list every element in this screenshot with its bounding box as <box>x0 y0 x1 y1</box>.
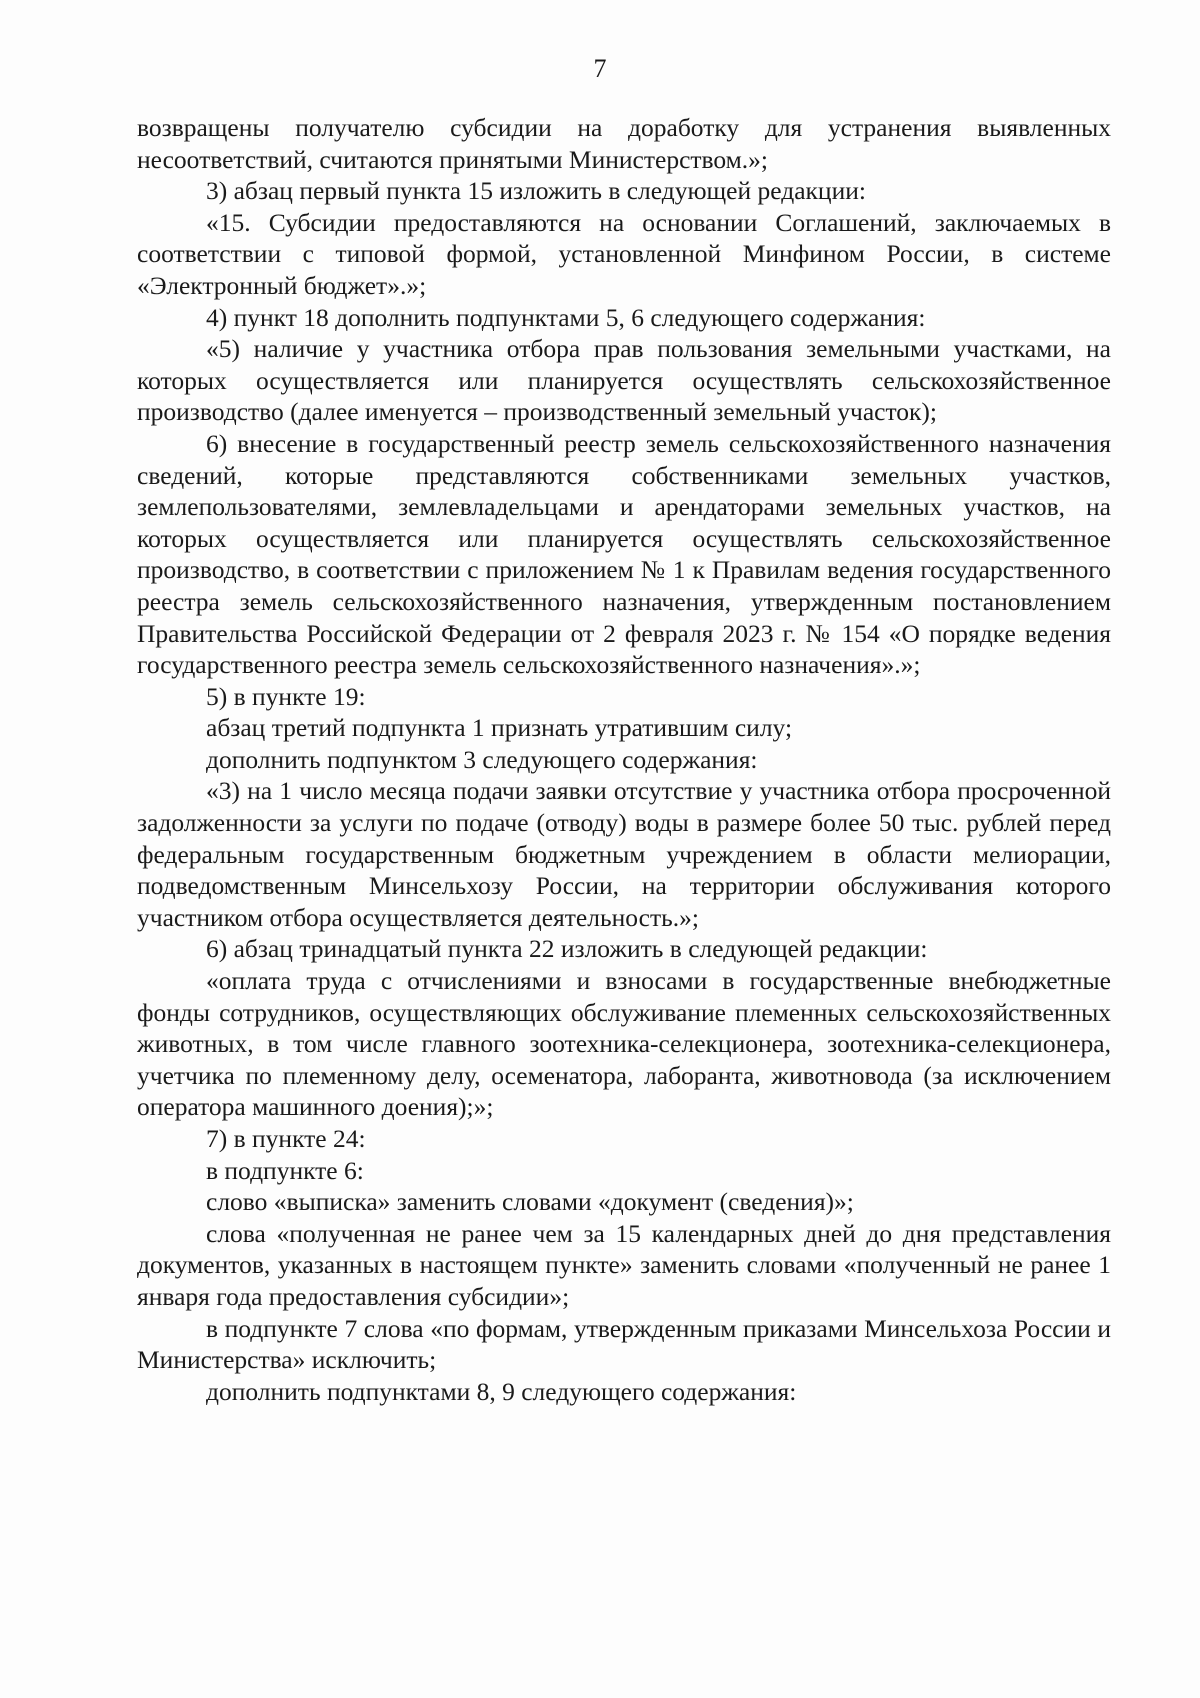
paragraph-oplata-truda: «оплата труда с отчислениями и взносами в государственные внебюджетные фонды сотрудников, осуществляющих обслуживание племенных сельскохозяйственных животных, в том числе главного зоотехника-селекционера, зоотехника-селекционера, учетчика по племенному делу, осеменатора, лаборанта, животновода (за исключением оператора машинного доения);»; <box>137 966 1111 1122</box>
paragraph-add-subitems-8-9: дополнить подпунктами 8, 9 следующего содержания: <box>206 1376 797 1406</box>
paragraph-subitem-6: 6) внесение в государственный реестр земель сельскохозяйственного назначения сведений, которые представляются собственниками земельных участков, землепользователями, землевладельцами и арендаторами земельных участков, на которых осуществляется или планируется осуществлять сельскохозяйственное производство, в соответствии с приложением № 1 к Правилам ведения государственного реестра земель сельскохозяйственного назначения, утвержденным постановлением Правительства Российской Федерации от 2 февраля 2023 г. № 154 «О порядке ведения государственного реестра земель сельскохозяйственного назначения».»; <box>137 428 1111 680</box>
paragraph-subitem-5: «5) наличие у участника отбора прав пользования земельными участками, на которых осуществляется или планируется осуществлять сельскохозяйственное производство (далее именуется – производственный земельный участок); <box>137 334 1111 427</box>
paragraph-subitem-7-exclude: в подпункте 7 слова «по формам, утвержденным приказами Минсельхоза России и Министерства» исключить; <box>137 1313 1111 1375</box>
paragraph-item-7: 7) в пункте 24: <box>206 1124 366 1153</box>
paragraph-words-replace: слова «полученная не ранее чем за 15 календарных дней до дня представления документов, указанных в настоящем пункте» заменить словами «полученный не ранее 1 января года предоставления субсидии»; <box>137 1218 1111 1311</box>
paragraph-abzac-third: абзац третий подпункта 1 признать утратившим силу; <box>206 713 793 743</box>
paragraph-add-subitem-3: дополнить подпунктом 3 следующего содержания: <box>206 744 758 774</box>
paragraph-item-3: 3) абзац первый пункта 15 изложить в следующей редакции: <box>206 176 866 206</box>
page-number: 7 <box>593 54 607 83</box>
paragraph-item-5: 5) в пункте 19: <box>206 681 366 711</box>
paragraph-word-replace: слово «выписка» заменить словами «документ (сведения)»; <box>206 1187 854 1217</box>
paragraph-subitem-6-heading: в подпункте 6: <box>206 1155 364 1185</box>
paragraph-item-15-text: «15. Субсидии предоставляются на основании Соглашений, заключаемых в соответствии с типовой формой, установленной Минфином России, в системе «Электронный бюджет».»; <box>137 207 1111 300</box>
paragraph-continuation: возвращены получателю субсидии на доработку для устранения выявленных несоответствий, считаются принятыми Министерством.»; <box>137 113 1111 174</box>
paragraph-subitem-3-text: «3) на 1 число месяца подачи заявки отсутствие у участника отбора просроченной задолженности за услуги по подаче (отводу) воды в размере более 50 тыс. рублей перед федеральным государственным бюджетным учреждением в области мелиорации, подведомственным Минсельхозу России, на территории обслуживания которого участником отбора осуществляется деятельность.»; <box>137 776 1111 932</box>
paragraph-item-4: 4) пункт 18 дополнить подпунктами 5, 6 следующего содержания: <box>206 302 926 332</box>
paragraph-item-6: 6) абзац тринадцатый пункта 22 изложить в следующей редакции: <box>206 934 928 964</box>
document-body <box>137 112 1111 1407</box>
